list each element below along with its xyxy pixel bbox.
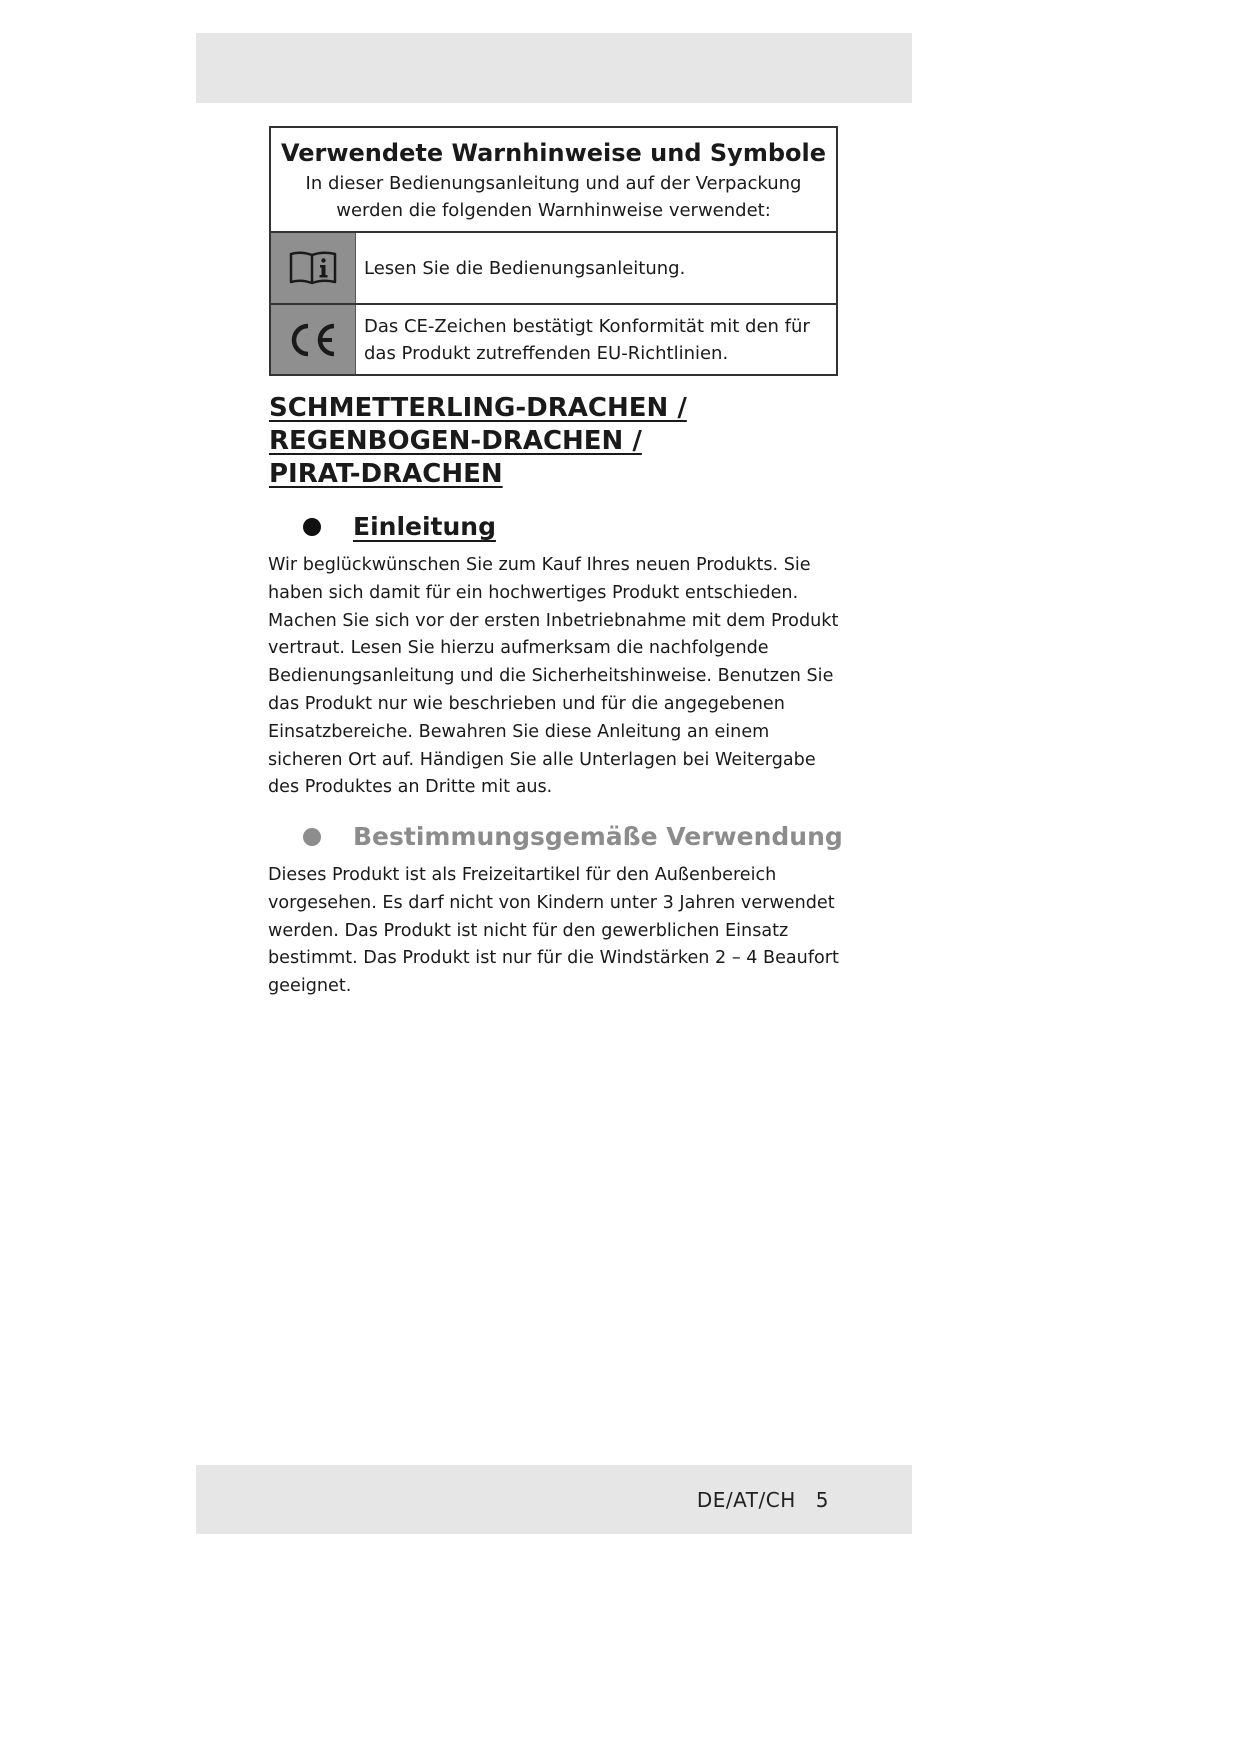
footer-bar: [196, 1465, 912, 1534]
warning-icon-cell: [271, 305, 356, 374]
section-heading-einleitung: [303, 512, 496, 541]
footer-text: [697, 1488, 829, 1512]
product-title: [269, 392, 829, 491]
footer-locale: DE/AT/CH: [696, 1488, 796, 1512]
page-number: 5: [815, 1488, 829, 1512]
warning-row-text: Das CE-Zeichen bestätigt Konformität mit den für das Produkt zutreffenden EU-Richtlinien.: [364, 315, 810, 364]
warning-row-ce: [271, 305, 836, 374]
section-title: Einleitung: [353, 512, 496, 541]
product-title-line: SCHMETTERLING-DRACHEN /: [269, 393, 687, 423]
warning-row-manual: [271, 233, 836, 305]
warning-icon-cell: [271, 233, 356, 303]
section-body-einleitung: Wir beglückwünschen Sie zum Kauf Ihres neuen Produkts. Sie haben sich damit für ein hochwertiges Produkt entschieden. Machen Sie sich vor der ersten Inbetriebnahme mit dem Produkt vertraut. Lesen Sie hierzu aufmerksam die nachfolgende Bedienungsanleitung und die Sicherheitshinweise. Benutzen Sie das Produkt nur wie beschrieben und für die angegebenen Einsatzbereiche. Bewahren Sie diese Anleitung an einem sicheren Ort auf. Händigen Sie alle Unterlagen bei Weitergabe des Produktes an Dritte mit aus.: [268, 555, 839, 798]
read-manual-icon: [288, 248, 338, 288]
warning-table-intro: In dieser Bedienungsanleitung und auf der Verpackung werden die folgenden Warnhinweise verwendet:: [305, 173, 802, 221]
product-title-line: PIRAT-DRACHEN: [269, 459, 503, 489]
ce-mark-icon: [286, 320, 340, 360]
warning-table-header: [271, 128, 836, 233]
bullet-icon: [303, 828, 321, 846]
section-body-verwendung: Dieses Produkt ist als Freizeitartikel für den Außenbereich vorgesehen. Es darf nicht von Kindern unter 3 Jahren verwendet werden. Das Produkt ist nicht für den gewerblichen Einsatz bestimmt. Das Produkt ist nur für die Windstärken 2 – 4 Beaufort geeignet.: [268, 865, 839, 997]
section-heading-verwendung: [303, 822, 843, 851]
header-bar: [196, 33, 912, 103]
warning-table-title: Verwendete Warnhinweise und Symbole: [280, 139, 826, 167]
section-title: Bestimmungsgemäße Verwendung: [353, 822, 843, 851]
product-title-line: REGENBOGEN-DRACHEN /: [269, 426, 642, 456]
warning-row-text: Lesen Sie die Bedienungsanleitung.: [364, 257, 686, 279]
warning-symbols-table: [269, 126, 838, 376]
bullet-icon: [303, 518, 321, 536]
